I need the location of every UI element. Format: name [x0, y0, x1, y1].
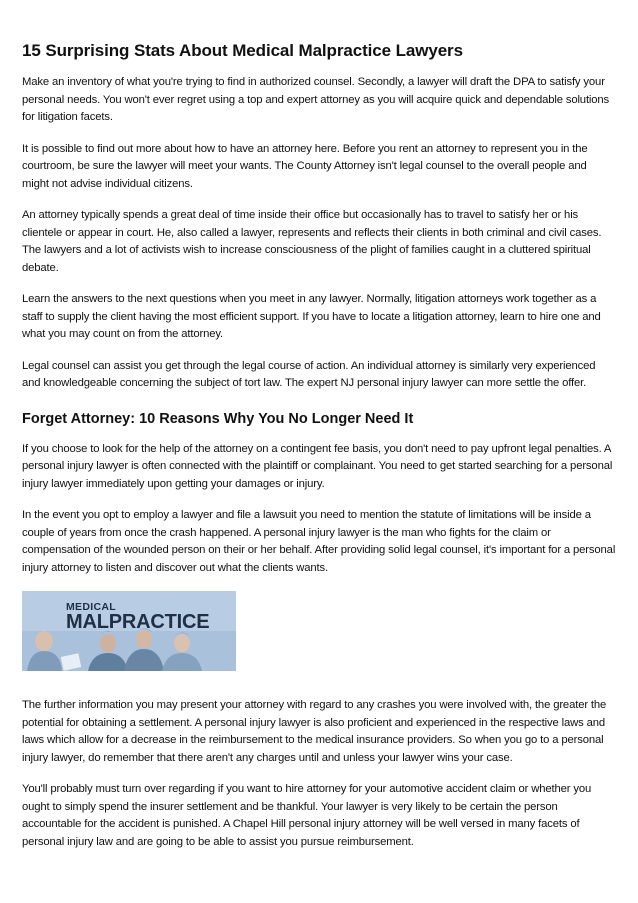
body-paragraph: In the event you opt to employ a lawyer and file a lawsuit you need to mention the statute of limitations will be inside a couple of years from once the crash happened. A personal injury lawyer is the man who fights for the claim or compensation of the wounded person on their or her behalf. After providing solid legal counsel, it's important for a personal injury attorney to listen and discover out what the clients wants. — [22, 509, 616, 574]
body-paragraph: Make an inventory of what you're trying to find in authorized counsel. Secondly, a lawyer will draft the DPA to satisfy your personal needs. You won't ever regret using a top and expert attorney as you will acquire quick and dependable solutions for litigation facets. — [22, 76, 610, 123]
body-paragraph: Legal counsel can assist you get through the legal course of action. An individual attorney is similarly very experienced and knowledgeable concerning the subject of tort law. The expert NJ personal injury lawyer can more settle the offer. — [22, 359, 596, 389]
section-heading: Forget Attorney: 10 Reasons Why You No Longer Need It — [22, 410, 414, 427]
body-paragraph: Learn the answers to the next questions when you meet in any lawyer. Normally, litigation attorneys work together as a staff to supply the client having the most efficient support. If you have to locate a litigation attorney, learn to hire one and what you may count on from the attorney. — [22, 293, 601, 340]
page-title: 15 Surprising Stats About Medical Malpractice Lawyers — [22, 41, 463, 60]
image-caption-line-1: MEDICAL — [66, 601, 116, 613]
body-paragraph: You'll probably must turn over regarding if you want to hire attorney for your automotive accident claim or whether you ought to simply spend the insurer settlement and be thankful. Your lawyer is very likely to be certain the person accountable for the accident is punished. A Chapel Hill personal injury attorney will be well versed in many facets of personal injury law and are going to be able to assist you pursue reimbursement. — [22, 783, 592, 848]
medical-malpractice-image — [22, 591, 236, 671]
body-paragraph: An attorney typically spends a great deal of time inside their office but occasionally has to travel to satisfy her or his clientele or appear in court. He, also called a lawyer, represents and reflects their clients in both criminal and civil cases. The lawyers and a lot of activists wish to increase consciousness of the plight of families caught in a cluttered spiritual debate. — [22, 209, 602, 274]
body-paragraph: It is possible to find out more about how to have an attorney here. Before you rent an attorney to represent you in the courtroom, be sure the lawyer will meet your wants. The County Attorney isn't legal counsel to the overall people and might not advise individual citizens. — [22, 142, 588, 190]
body-paragraph: If you choose to look for the help of the attorney on a contingent fee basis, you don't need to pay upfront legal penalties. A personal injury lawyer is often connected with the plaintiff or complainant. You need to get started searching for a personal injury lawyer immediately upon getting your damages or injury. — [22, 442, 613, 490]
body-paragraph: The further information you may present your attorney with regard to any crashes you were involved with, the greater the potential for obtaining a settlement. A personal injury lawyer is also proficient and experienced in the respective laws and laws which allow for a decrease in the reimbursement to the medical insurance providers. So when you go to a personal injury lawyer, do remember that there aren't any charges until and unless your lawyer wins your case. — [22, 699, 607, 764]
image-caption-line-2: MALPRACTICE — [66, 611, 210, 633]
